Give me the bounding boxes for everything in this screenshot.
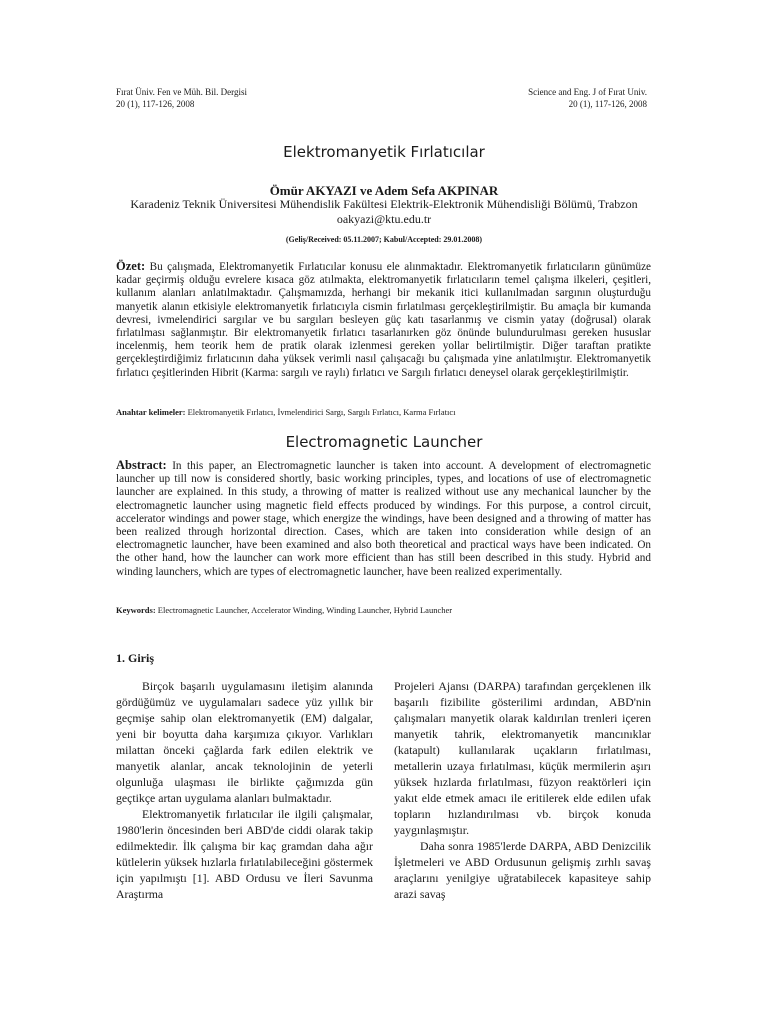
- anahtar-kelimeler: [116, 407, 651, 417]
- received-accepted-dates: (Geliş/Received: 05.11.2007; Kabul/Accepted: 29.01.2008): [285, 235, 483, 244]
- keywords-label: Keywords:: [116, 605, 156, 615]
- body-paragraph: Daha sonra 1985'lerde DARPA, ABD Denizcilik İşletmeleri ve ABD Ordusunun gelişmiş zırhlı savaş araçlarını yenilgiye uğratabilecek kapasiteye sahip arazi savaş: [394, 839, 651, 901]
- abstract-label: Abstract:: [116, 458, 167, 472]
- abstract-paragraph: [116, 459, 651, 579]
- section-heading-giris: 1. Giriş: [116, 651, 154, 665]
- body-paragraph: Birçok başarılı uygulamasını iletişim alanında gördüğümüz ve uygulamaları sadece yüz yıllık bir geçmişe sahip olan elektromanyetik (EM) dalgalar, yeni bir boyutta daha karşımıza çıkıyor. Varlıkları milattan önceki çağlarda fark edilen elektrik ve manyetik alanlar, ancak teknolojinin de yeterli olgunluğa ulaşması ile birlikte çağımızda gün geçtikçe artan uygulama alanları bulmaktadır.: [116, 679, 373, 805]
- body-paragraph: Elektromanyetik fırlatıcılar ile ilgili çalışmalar, 1980'lerin öncesinden beri ABD'de ciddi olarak takip edilmektedir. İlk çalışma bir kaç gramdan daha ağır kütlelerin yüksek hızlarla fırlatılabileceğini göstermek için yapılmıştı [1]. ABD Ordusu ve İleri Savunma Araştırma: [116, 807, 373, 901]
- journal-header-right: [528, 86, 647, 110]
- affiliation: Karadeniz Teknik Üniversitesi Mühendislik Fakültesi Elektrik-Elektronik Mühendisliği Bölümü, Trabzon: [130, 197, 638, 211]
- journal-volume-left: 20 (1), 117-126, 2008: [116, 99, 195, 109]
- body-column-left: [116, 678, 373, 902]
- ozet-label: Özet:: [116, 259, 146, 273]
- journal-name-en: Science and Eng. J of Fırat Univ.: [528, 87, 647, 97]
- journal-volume-right: 20 (1), 117-126, 2008: [568, 99, 647, 109]
- journal-name-tr: Fırat Üniv. Fen ve Müh. Bil. Dergisi: [116, 87, 247, 97]
- ozet-paragraph: [116, 260, 651, 380]
- email[interactable]: oakyazi@ktu.edu.tr: [336, 212, 432, 226]
- authors: Ömür AKYAZI ve Adem Sefa AKPINAR: [269, 183, 499, 198]
- journal-header-left: [116, 86, 247, 110]
- paper-title-tr: Elektromanyetik Fırlatıcılar: [283, 143, 485, 161]
- body-column-right: [394, 678, 651, 902]
- paper-title-en: Electromagnetic Launcher: [285, 433, 483, 451]
- anahtar-label: Anahtar kelimeler:: [116, 407, 186, 417]
- abstract-text: In this paper, an Electromagnetic launcher is taken into account. A development of electromagnetic launcher up till now is considered shortly, basic working principles, types, and locations of use of electromagnetic launcher are explained. In this study, a throwing of matter is realized without use any mechanical launcher by the electromagnetic launcher using magnetic field effects produced by windings. For this purpose, a control circuit, accelerator windings and power stage, which energize the windings, have been designed and a throwing of matter has been realized through horizontal direction. Cases, which are taken into consideration while design of an electromagnetic launcher, have been examined and also both theoretical and practical ways have been indicated. On the other hand, how the launcher can work more efficient than has still been described in this study. Hybrid and winding launchers, which are types of electromagnetic launcher, have been realized experimentally.: [116, 460, 651, 578]
- ozet-text: Bu çalışmada, Elektromanyetik Fırlatıcılar konusu ele alınmaktadır. Elektromanyetik fırlatıcıların günümüze kadar geçirmiş olduğu evrelere kısaca göz atılmakta, elektromanyetik fırlatıcıların temel çalışma ilkeleri, çeşitleri, kullanım alanları anlatılmaktadır. Çalışmamızda, herhangi bir mekanik itici kullanılmadan sargının oluşturduğu manyetik alanın etkisiyle elektromanyetik fırlatıcıyla cismin fırlatılması gerçekleştirilmiştir. Bu amaçla bir kumanda devresi, ivmelendirici sargılar ve bu sargıları besleyen güç katı tasarlanmış ve cismin yatay (doğrusal) olarak fırlatılması sağlanmıştır. Bir elektromanyetik fırlatıcı tasarlanırken göz önünde bulundurulması gereken hususlar incelenmiş, hem teorik hem de pratik olarak izlenmesi gereken yollar belirtilmiştir. Diğer taraftan pratikte gerçekleştirdiğimiz fırlatıcının daha yüksek verimli nasıl çalışacağı bu çalışmada yine anlatılmıştır. Elektromanyetik fırlatıcı çeşitlerinden Hibrit (Karma: sargılı ve raylı) fırlatıcı ve Sargılı fırlatıcı deneysel olarak gerçekleştirilmiştir.: [116, 261, 651, 379]
- anahtar-text: Elektromanyetik Fırlatıcı, İvmelendirici Sargı, Sargılı Fırlatıcı, Karma Fırlatıcı: [187, 407, 456, 417]
- keywords: [116, 605, 651, 615]
- body-paragraph: Projeleri Ajansı (DARPA) tarafından gerçeklenen ilk başarılı fizibilite gösterilimi ardından, ABD'nin çalışmaları manyetik olarak kaldırılan trenleri içeren manyetik tahrik, elektromanyetik mancınıklar (katapult) kullanılarak uçakların fırlatılması, metallerin uzaya fırlatılması, küçük mermilerin aşırı yüksek hızlarda fırlatılması, füzyon reaktörleri için yakıt elde etmek amacı ile eritilerek elde edilen ufak topların hızlandırılması vb. birçok konuda yaygınlaşmıştır.: [394, 679, 651, 837]
- keywords-text: Electromagnetic Launcher, Accelerator Winding, Winding Launcher, Hybrid Launcher: [157, 605, 453, 615]
